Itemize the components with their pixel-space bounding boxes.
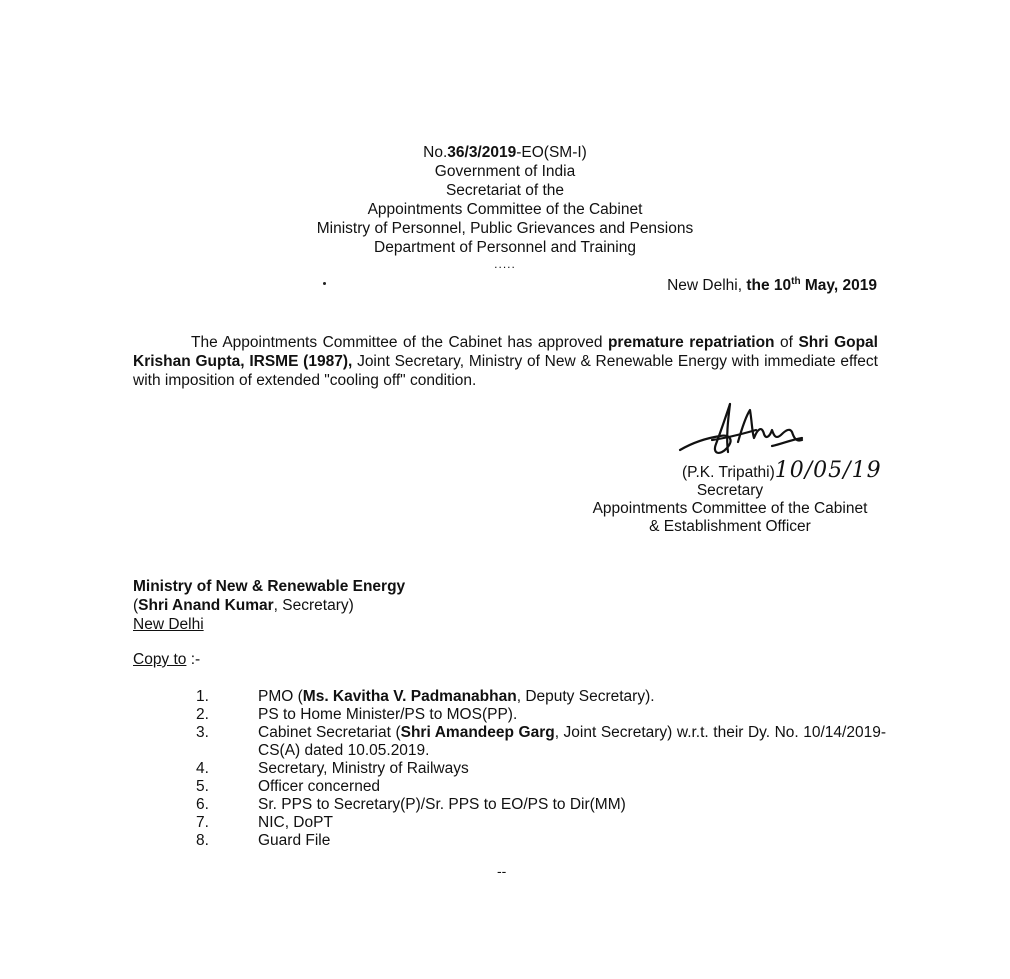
header-line-government: Government of India [434,163,576,180]
list-item: 6. Sr. PPS to Secretary(P)/Sr. PPS to EO/PS to Dir(MM) [196,796,626,813]
list-item: 4. Secretary, Ministry of Railways [196,760,469,777]
copy-to-heading: Copy to :- [133,651,201,668]
header-line-department: Department of Personnel and Training [374,239,636,256]
date-line: New Delhi, the 10th May, 2019 [667,276,877,295]
scan-speck [323,282,326,285]
list-item: 8. Guard File [196,832,331,849]
addressee-person-line: (Shri Anand Kumar, Secretary) [133,597,354,614]
signatory-block [560,458,900,536]
signatory-office: Appointments Committee of the Cabinet [592,500,868,517]
end-of-document-mark: -- [497,863,507,879]
header-line-ministry: Ministry of Personnel, Public Grievances and Pensions [316,220,694,237]
list-item: 1. PMO (Ms. Kavitha V. Padmanabhan, Deputy Secretary). [196,688,655,705]
addressee-block [133,577,405,634]
addressee-city: New Delhi [133,616,204,633]
signatory-name-line [560,458,900,483]
letter-header [250,143,760,271]
signatory-designation: Secretary [696,482,764,499]
header-line-secretariat: Secretariat of the [445,182,565,199]
copy-to-list [196,688,886,850]
list-item: 5. Officer concerned [196,778,381,795]
header-dots: ..... [494,257,516,271]
reference-number: No.36/3/2019-EO(SM-I) [423,144,587,161]
signatory-name: (P.K. Tripathi) [682,464,775,481]
addressee-ministry: Ministry of New & Renewable Energy [133,578,406,595]
order-paragraph: The Appointments Committee of the Cabinet has approved premature repatriation of Shri Gopal Krishan Gupta, IRSME (1987), Joint Secretary, Ministry of New & Renewable Energy with immediate effect with imposition of extended "cooling off" condition. [133,334,878,389]
list-item: 7. NIC, DoPT [196,814,333,831]
list-item: 3. Cabinet Secretariat (Shri Amandeep Garg, Joint Secretary) w.r.t. their Dy. No. 10/14/2019-CS(A) dated 10.05.2019. [196,724,886,759]
signatory-office-2: & Establishment Officer [649,518,811,535]
signature-date: 10/05/19 [774,458,882,483]
header-line-committee: Appointments Committee of the Cabinet [367,201,643,218]
list-item: 2. PS to Home Minister/PS to MOS(PP). [196,706,518,723]
